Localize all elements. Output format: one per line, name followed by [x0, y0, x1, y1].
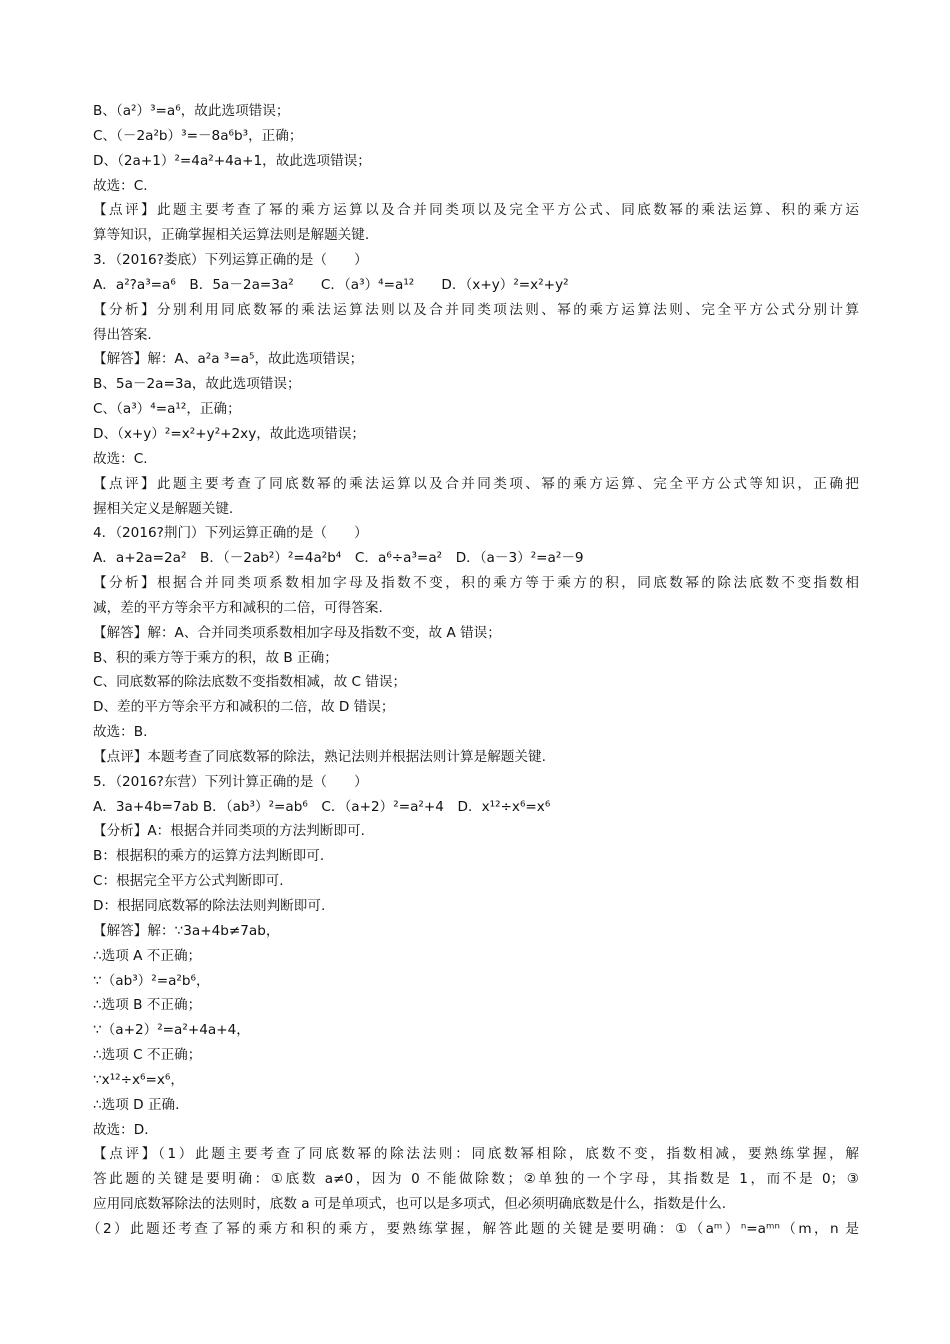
text-line: 【分析】A：根据合并同类项的方法判断即可. [93, 823, 365, 840]
text-line: ∵（a+2）²=a²+4a+4， [93, 1022, 250, 1039]
text-line: 【分析】分别利用同底数幂的乘法运算法则以及合并同类项法则、幂的乘方运算法则、完全平方公式分别计算 [93, 301, 859, 318]
text-line: 【解答】解：A、合并同类项系数相加字母及指数不变，故 A 错误； [93, 624, 501, 641]
text-line: 握相关定义是解题关键. [93, 500, 234, 517]
text-line: ∵x¹²÷x⁶=x⁶， [93, 1071, 184, 1088]
text-line: 算等知识，正确掌握相关运算法则是解题关键. [93, 227, 370, 244]
text-line: 答此题的关键是要明确：①底数 a≠0，因为 0 不能做除数；②单独的一个字母，其指数是 1，而不是 0；③ [93, 1171, 859, 1188]
text-line: 【解答】解：∵3a+4b≠7ab， [93, 922, 280, 939]
text-line: C：根据完全平方公式判断即可. [93, 873, 284, 890]
text-line: （2）此题还考查了幂的乘方和积的乘方，要熟练掌握，解答此题的关键是要明确：①（aᵐ）ⁿ=aᵐⁿ（m，n 是 [87, 1220, 859, 1237]
text-line: ∵（ab³）²=a²b⁶， [93, 972, 210, 989]
text-line: 故选：D. [93, 1121, 149, 1138]
text-line: B、5a－2a=3a，故此选项错误； [93, 376, 301, 393]
text-line: 故选：C. [93, 450, 148, 467]
question-heading: 4．（2016?荆门）下列运算正确的是（ ） [93, 525, 368, 542]
answer-options: A．3a+4b=7ab B．（ab³）²=ab⁶ C．（a+2）²=a²+4 D．x¹²÷x⁶=x⁶ [93, 798, 551, 815]
question-heading: 5．（2016?东营）下列计算正确的是（ ） [93, 773, 368, 790]
text-line: 【解答】解：A、a²a ³=a⁵，故此选项错误； [93, 351, 364, 368]
text-line: D、（2a+1）²=4a²+4a+1，故此选项错误； [93, 152, 371, 169]
text-line: 【分析】根据合并同类项系数相加字母及指数不变，积的乘方等于乘方的积，同底数幂的除法底数不变指数相 [93, 575, 859, 592]
text-line: B、积的乘方等于乘方的积，故 B 正确； [93, 649, 338, 666]
text-line: 故选：B. [93, 724, 148, 741]
text-line: C、（－2a²b）³=－8a⁶b³，正确； [93, 127, 303, 144]
text-line: ∴选项 A 不正确； [93, 947, 202, 964]
text-line: 故选：C. [93, 177, 148, 194]
text-line: C、同底数幂的除法底数不变指数相减，故 C 错误； [93, 674, 407, 691]
text-line: ∴选项 B 不正确； [93, 997, 202, 1014]
text-line: 减，差的平方等余平方和减积的二倍，可得答案. [93, 599, 383, 616]
text-line: D、差的平方等余平方和减积的二倍，故 D 错误； [93, 699, 395, 716]
text-line: B：根据积的乘方的运算方法判断即可. [93, 848, 325, 865]
text-line: 应用同底数幂除法的法则时，底数 a 可是单项式，也可以是多项式，但必须明确底数是什么，指数是什么. [93, 1196, 727, 1213]
question-heading: 3．（2016?娄底）下列运算正确的是（ ） [93, 252, 368, 269]
text-line: 【点评】本题考查了同底数幂的除法，熟记法则并根据法则计算是解题关键. [93, 748, 546, 765]
answer-options: A．a²?a³=a⁶ B．5a－2a=3a² C．（a³）⁴=a¹² D．（x+y）²=x²+y² [93, 276, 569, 293]
text-line: C、（a³）⁴=a¹²，正确； [93, 401, 241, 418]
answer-options: A．a+2a=2a² B．（－2ab²）²=4a²b⁴ C．a⁶÷a³=a² D．（a－3）²=a²－9 [93, 550, 584, 567]
text-line: D：根据同底数幂的除法法则判断即可. [93, 898, 326, 914]
text-line: 【点评】（1）此题主要考查了同底数幂的除法法则：同底数幂相除，底数不变，指数相减，要熟练掌握，解 [93, 1146, 859, 1163]
text-line: 得出答案. [93, 326, 152, 343]
text-line: 【点评】此题主要考查了幂的乘方运算以及合并同类项以及完全平方公式、同底数幂的乘法运算、积的乘方运 [93, 202, 859, 219]
text-line: B、（a²）³=a⁶，故此选项错误； [93, 103, 290, 119]
text-line: 【点评】此题主要考查了同底数幂的乘法运算以及合并同类项、幂的乘方运算、完全平方公式等知识，正确把 [93, 475, 859, 492]
text-line: ∴选项 D 正确. [93, 1096, 180, 1113]
document-body [87, 99, 859, 1242]
text-line: ∴选项 C 不正确； [93, 1047, 202, 1064]
text-line: D、（x+y）²=x²+y²+2xy，故此选项错误； [93, 425, 366, 442]
